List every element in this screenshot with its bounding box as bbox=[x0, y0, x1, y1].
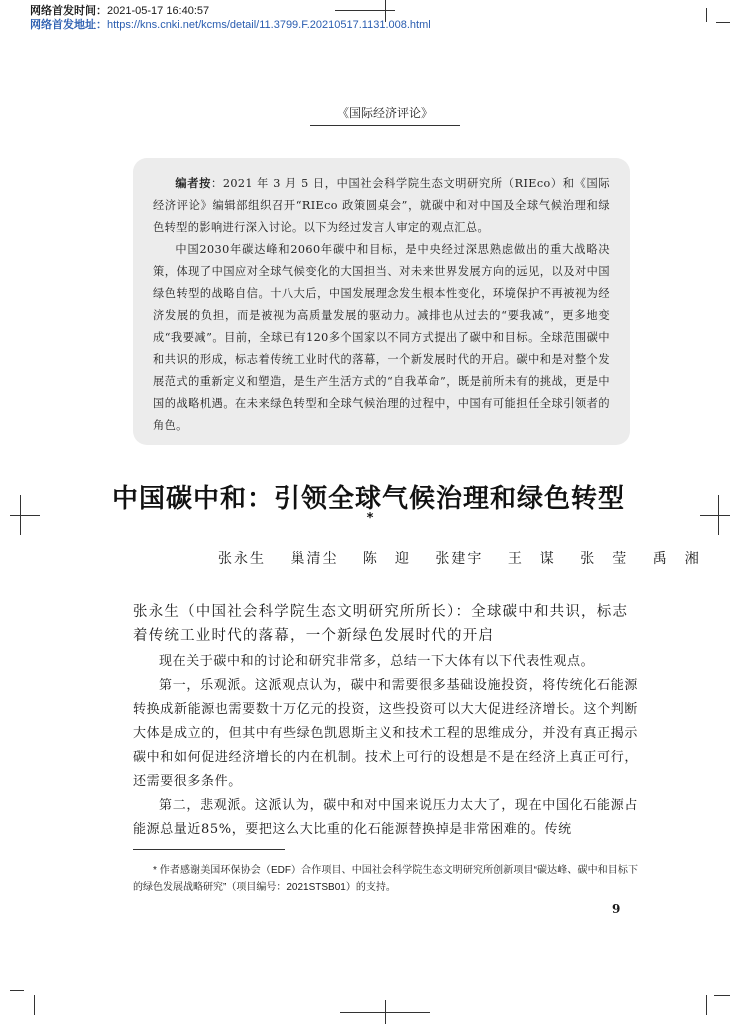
publish-url-link[interactable]: https://kns.cnki.net/kcms/detail/11.3799.F.20210517.1131.008.html bbox=[107, 19, 431, 31]
publish-time-value: 2021-05-17 16:40:57 bbox=[107, 5, 210, 17]
editor-note-box bbox=[133, 158, 630, 445]
author-name: 张永生 bbox=[218, 551, 266, 567]
editor-note-paragraph: 编者按：2021 年 3 月 5 日，中国社会科学院生态文明研究所（RIEco）和《国际经济评论》编辑部组织召开“RIEco 政策圆桌会”，就碳中和对中国及全球气候治理和绿色转型的影响进行深入讨论。以下为经过发言人审定的观点汇总。 bbox=[153, 176, 610, 234]
publish-time bbox=[30, 4, 209, 18]
publish-url[interactable] bbox=[30, 18, 431, 32]
author-name: 张建宇 bbox=[435, 551, 484, 567]
body-text bbox=[133, 650, 638, 842]
publish-time-label: 网络首发时间： bbox=[30, 5, 107, 17]
editor-note-lead: 编者按 bbox=[175, 176, 211, 190]
journal-header: 《国际经济评论》 bbox=[310, 104, 460, 126]
author-name: 张 莹 bbox=[580, 551, 629, 567]
title-footnote-mark: * bbox=[366, 511, 375, 526]
publish-url-label: 网络首发地址： bbox=[30, 19, 107, 31]
footnote-divider bbox=[133, 849, 285, 850]
author-name: 王 谋 bbox=[507, 551, 556, 567]
footnote: * 作者感谢美国环保协会（EDF）合作项目、中国社会科学院生态文明研究所创新项目“碳达峰、碳中和目标下的绿色发展战略研究”（项目编号：2021STSB01）的支持。 bbox=[133, 865, 638, 893]
body-paragraph: 现在关于碳中和的讨论和研究非常多，总结一下大体有以下代表性观点。 bbox=[159, 654, 595, 669]
author-name: 禹 湘 bbox=[652, 551, 701, 567]
author-name: 巢清尘 bbox=[290, 551, 339, 567]
body-paragraph: 第二，悲观派。这派认为，碳中和对中国来说压力太大了，现在中国化石能源占能源总量近85%，要把这么大比重的化石能源替换掉是非常困难的。传统 bbox=[133, 798, 638, 837]
article-title: 中国碳中和：引领全球气候治理和绿色转型* bbox=[111, 484, 625, 526]
page-number: 9 bbox=[612, 902, 621, 916]
section-heading: 张永生（中国社会科学院生态文明研究所所长）：全球碳中和共识，标志着传统工业时代的落幕，一个新绿色发展时代的开启 bbox=[133, 604, 629, 644]
author-list bbox=[200, 548, 701, 568]
body-paragraph: 第一，乐观派。这派观点认为，碳中和需要很多基础设施投资，将传统化石能源转换成新能源也需要数十万亿元的投资，这些投资可以大大促进经济增长。这个判断大体是成立的，但其中有些绿色凯恩斯主义和技术工程的思维成分，并没有真正揭示碳中和如何促进经济增长的内在机制。技术上可行的设想是不是在经济上真正可行，还需要很多条件。 bbox=[133, 678, 638, 789]
editor-note-paragraph: 中国2030年碳达峰和2060年碳中和目标，是中央经过深思熟虑做出的重大战略决策，体现了中国应对全球气候变化的大国担当、对未来世界发展方向的远见，以及对中国绿色转型的战略自信。十八大后，中国发展理念发生根本性变化，环境保护不再被视为经济发展的负担，而是被视为高质量发展的驱动力。减排也从过去的“要我减”，更多地变成“我要减”。目前，全球已有120多个国家以不同方式提出了碳中和目标。全球范围碳中和共识的形成，标志着传统工业时代的落幕，一个新发展时代的开启。碳中和是对整个发展范式的重新定义和塑造，是生产生活方式的“自我革命”，既是前所未有的挑战，更是中国的战略机遇。在未来绿色转型和全球气候治理的过程中，中国有可能担任全球引领者的角色。 bbox=[153, 243, 610, 432]
author-name: 陈 迎 bbox=[362, 551, 411, 567]
